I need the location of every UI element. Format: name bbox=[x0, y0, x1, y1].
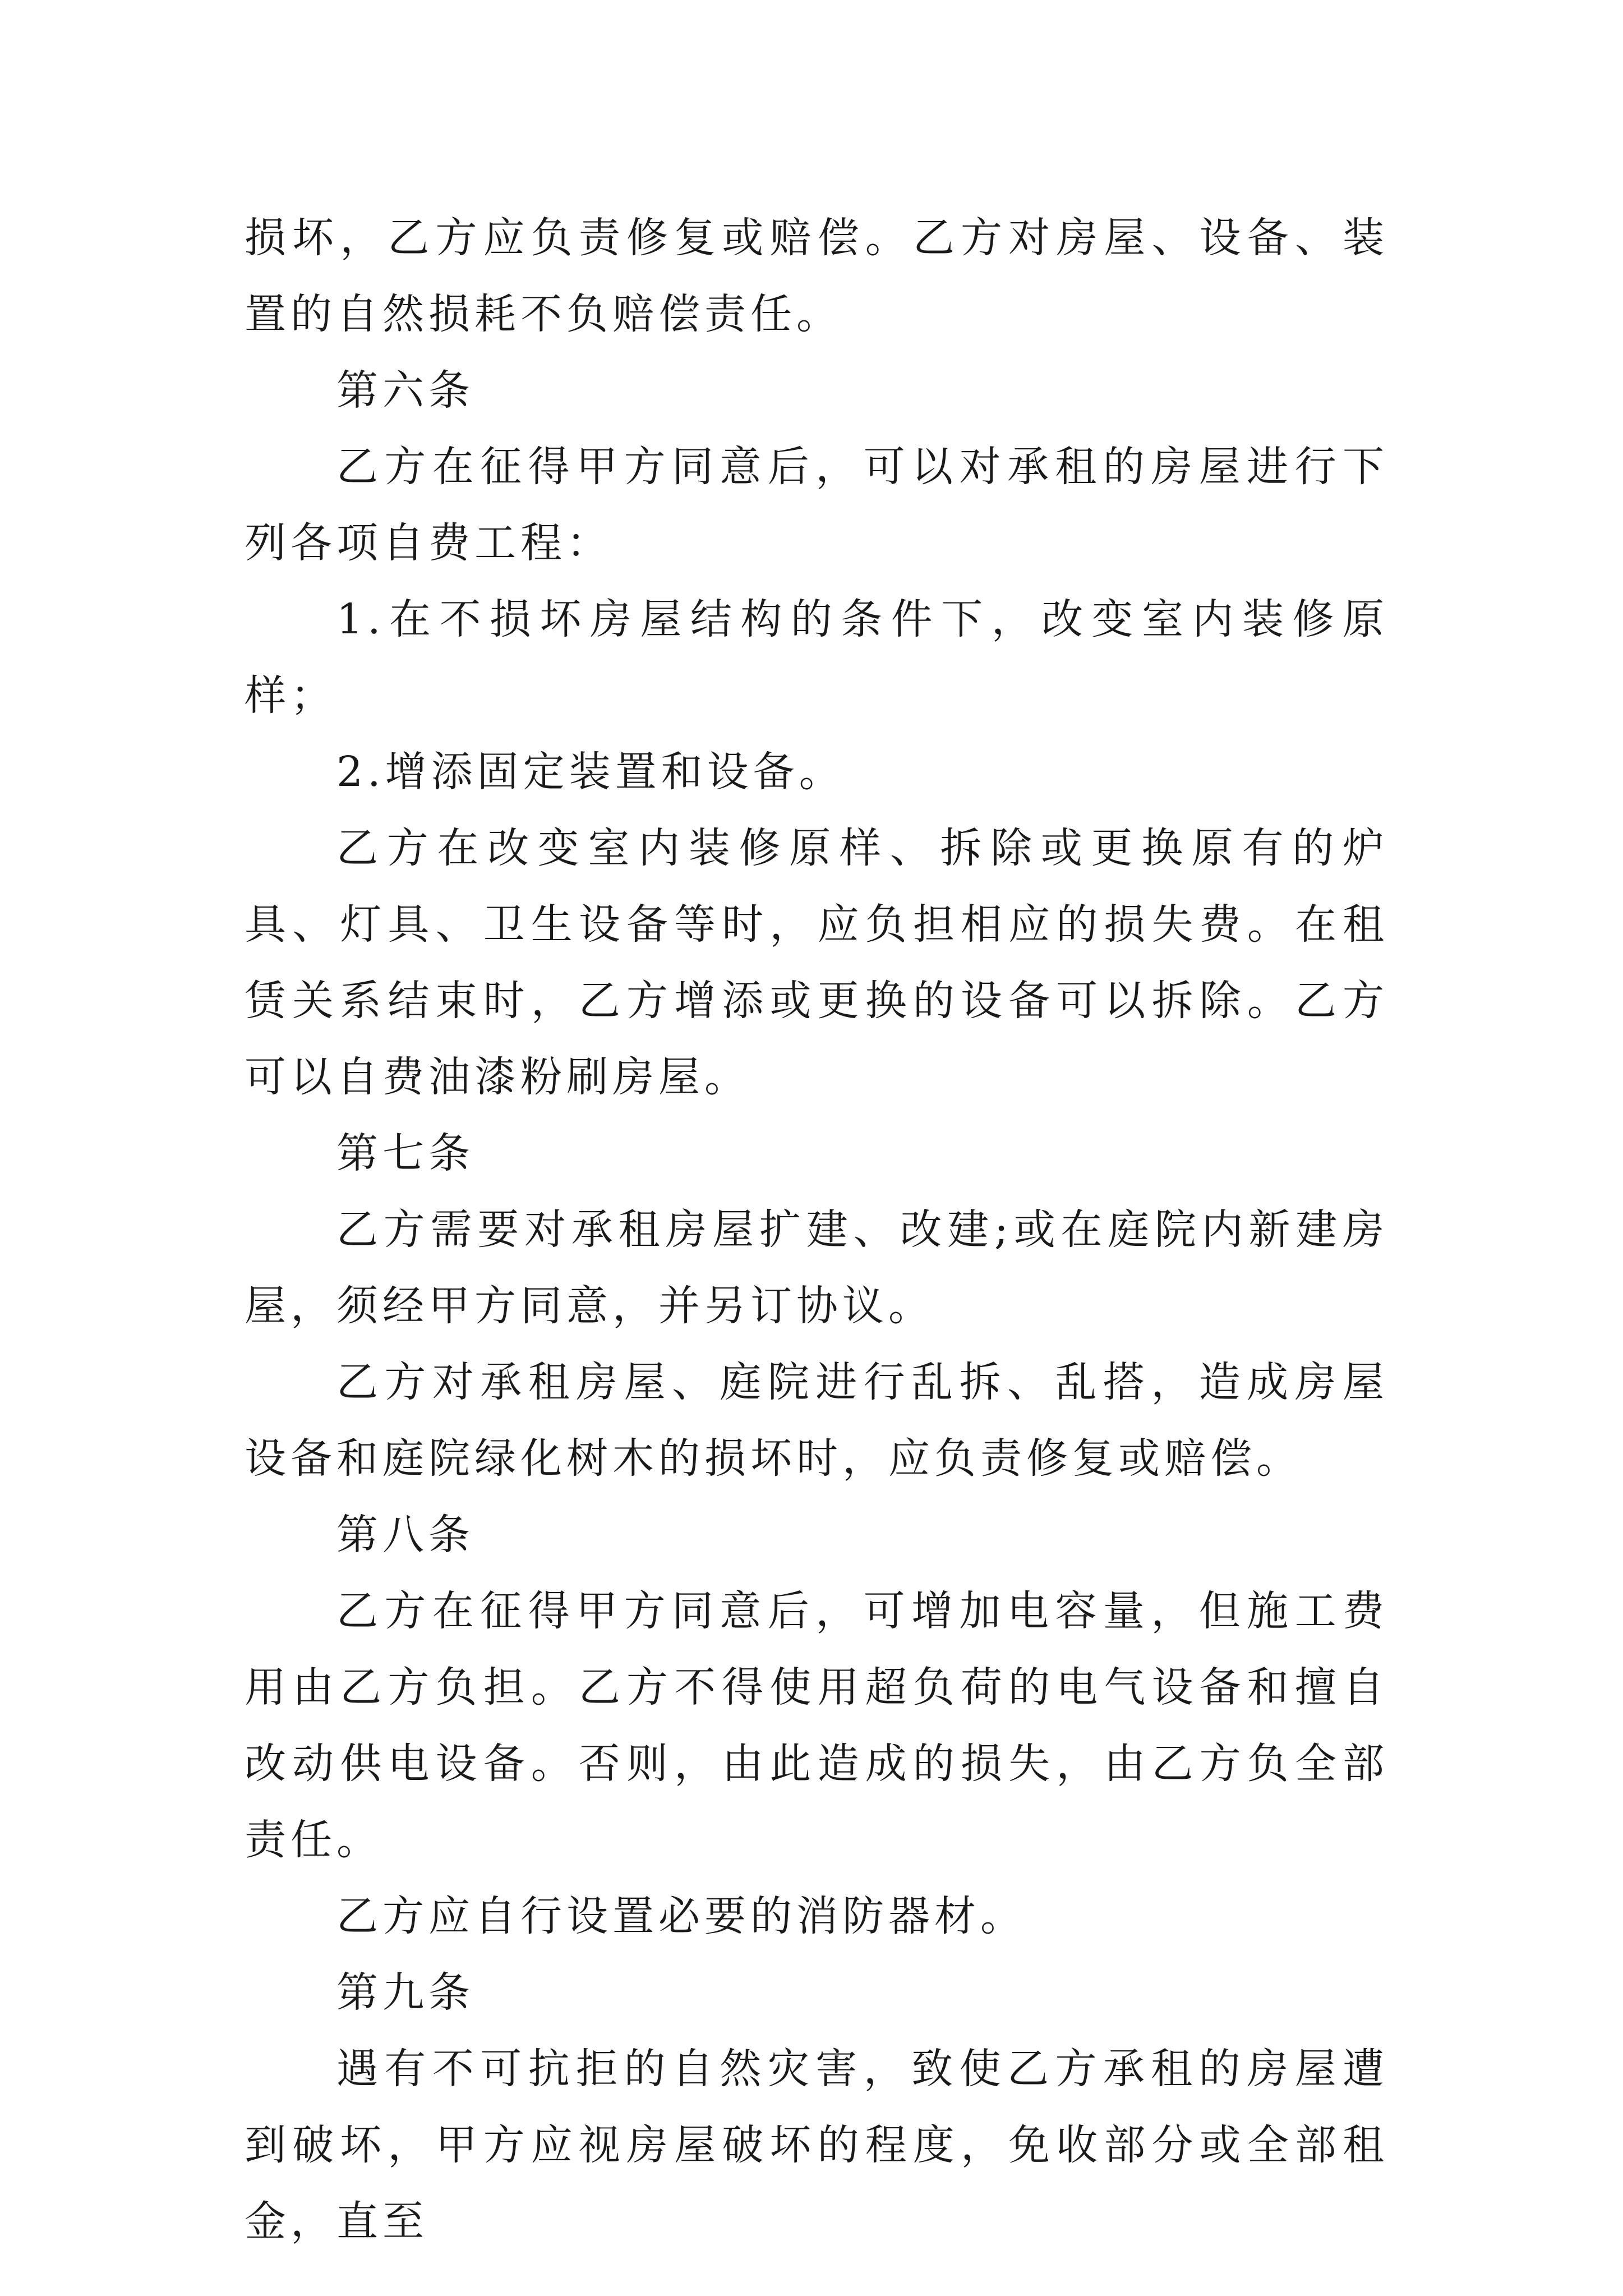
document-body bbox=[245, 200, 1389, 2260]
paragraph: 乙方在征得甲方同意后，可以对承租的房屋进行下列各项自费工程： bbox=[245, 443, 1389, 567]
list-item-1: 1.在不损坏房屋结构的条件下，改变室内装修原样； bbox=[245, 595, 1389, 720]
paragraph: 乙方在改变室内装修原样、拆除或更换原有的炉具、灯具、卫生设备等时，应负担相应的损失费。在租赁关系结束时，乙方增添或更换的设备可以拆除。乙方可以自费油漆粉刷房屋。 bbox=[245, 824, 1389, 1101]
paragraph: 遇有不可抗拒的自然灾害，致使乙方承租的房屋遭到破坏，甲方应视房屋破坏的程度，免收部分或全部租金，直至 bbox=[245, 2045, 1389, 2246]
paragraph: 乙方应自行设置必要的消防器材。 bbox=[336, 1892, 1026, 1940]
article-heading-6: 第六条 bbox=[336, 366, 474, 415]
list-item-2: 2.增添固定装置和设备。 bbox=[336, 748, 845, 796]
paragraph-continuation: 损坏，乙方应负责修复或赔偿。乙方对房屋、设备、装置的自然损耗不负赔偿责任。 bbox=[245, 214, 1389, 338]
article-heading-8: 第八条 bbox=[336, 1511, 474, 1559]
paragraph: 乙方对承租房屋、庭院进行乱拆、乱搭，造成房屋设备和庭院绿化树木的损坏时，应负责修复或赔偿。 bbox=[245, 1358, 1389, 1483]
article-heading-7: 第七条 bbox=[336, 1129, 474, 1177]
article-heading-9: 第九条 bbox=[336, 1968, 474, 2017]
paragraph: 乙方需要对承租房屋扩建、改建;或在庭院内新建房屋，须经甲方同意，并另订协议。 bbox=[245, 1205, 1389, 1330]
paragraph: 乙方在征得甲方同意后，可增加电容量，但施工费用由乙方负担。乙方不得使用超负荷的电气设备和擅自改动供电设备。否则，由此造成的损失，由乙方负全部责任。 bbox=[245, 1587, 1389, 1864]
